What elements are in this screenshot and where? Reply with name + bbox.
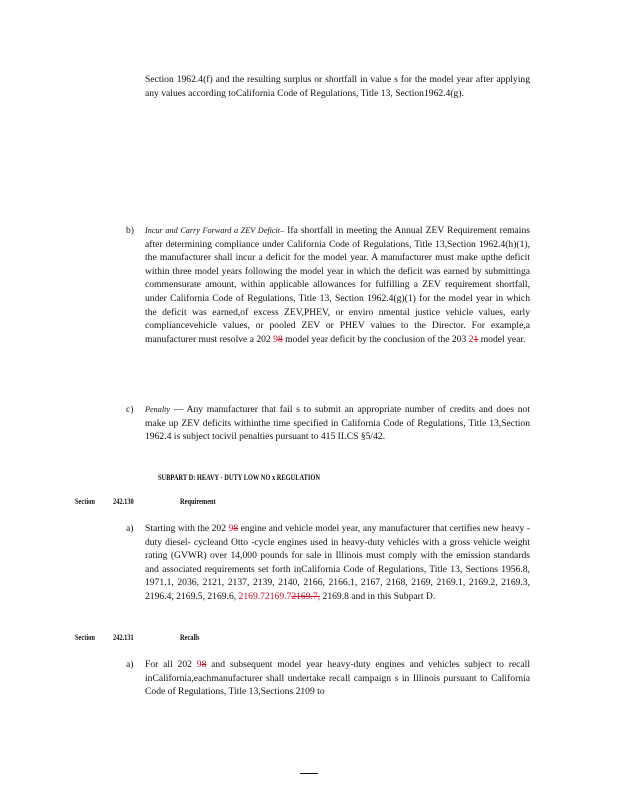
- deleted-year-digit: 8: [277, 333, 283, 345]
- item-b-paragraph: [145, 224, 530, 346]
- footer-rule: [300, 773, 318, 774]
- section-word: Section: [75, 633, 95, 642]
- inserted-year-digit: 9: [273, 333, 278, 345]
- item-b-text-2: model year deficit by the conclusion of the 203: [282, 333, 469, 345]
- section-131-item-a-paragraph: [145, 658, 530, 699]
- inserted-year-digit: 9: [196, 659, 202, 670]
- item-text: Starting with the 202: [145, 523, 229, 534]
- paragraph-text: Section 1962.4(f) and the resulting surplus or shortfall in value s for the model year after applying any values according toCalifornia Code of Regulations, Title 13, Section1962.4(g).: [145, 74, 530, 99]
- section-130-item-a-paragraph: [145, 522, 530, 604]
- item-c-paragraph: [145, 403, 530, 444]
- section-130-item-a-label: a): [126, 523, 134, 534]
- item-c-label: c): [126, 404, 134, 415]
- item-b-text-1: Ifa shortfall in meeting the Annual ZEV Requirement remains after determining compliance under California Code of Regulations, Title 13,Section 1962.4(h)(1), the manufacturer shall incur a deficit for the model year. A manufacturer must make upthe deficit within three model years following the model year in which the deficit was earned by submittinga commensurate amount, within applicable allowances for fulfilling a ZEV requirement shortfall, under California Code of Regulations, Title 13, Section 1962.4(g)(1) for the model year in which the deficit was earned,of excess ZEV,PHEV, or enviro nmental justice vehicle values, early compliancevehicle values, or pooled ZEV or PHEV values to the Director. For example,a manufacturer must resolve a 202: [145, 225, 531, 345]
- section-title: Requirement: [180, 497, 216, 506]
- item-b-heading: Incur and Carry Forward a ZEV Deficit: [145, 226, 281, 235]
- inserted-section-number: 2169.7: [264, 590, 292, 602]
- inserted-section-number: 2169.7: [238, 590, 265, 602]
- item-b-text-3: model year.: [478, 333, 526, 345]
- item-b-dash: –: [280, 226, 285, 235]
- section-title: Recalls: [180, 633, 200, 642]
- section-131-item-a-label: a): [126, 659, 134, 670]
- item-text: 2169.8 and in this Subpart D.: [320, 590, 436, 602]
- item-b-label: b): [126, 225, 134, 236]
- section-word: Section: [75, 497, 95, 506]
- section-number: 242.131: [113, 633, 134, 642]
- inserted-year-digit: 2: [468, 333, 474, 345]
- deleted-year-digit: 8: [233, 523, 239, 534]
- item-text: engine and vehicle model year, any manufacturer that certifies new heavy -duty diesel- cycleand Otto -cycle engines used in heavy-duty vehicles with a gross vehicle weight rating (GVWR) over 14,000 pounds for sale in Illinois must comply with the emission standards and associated requirements set forth inCalifornia Code of Regulations, Title 13, Sections 1956.8, 1971.1, 2036, 2121, 2137, 2139, 2140, 2166, 2166.1, 2167, 2168, 2169, 2169.1, 2169.2, 2169.3, 2196.4, 2169.5, 2169.6,: [145, 523, 530, 602]
- deleted-comma: ,: [317, 590, 321, 602]
- deleted-year-digit: 1: [473, 333, 479, 345]
- item-c-text: — Any manufacturer that fail s to submit an appropriate number of credits and does not make up ZEV deficits withinthe time specified in California Code of Regulations, Title 13,Section 1962.4 is subject tocivil penalties pursuant to 415 ILCS §5/42.: [145, 404, 530, 443]
- inserted-year-digit: 9: [228, 523, 234, 534]
- section-number: 242.130: [113, 497, 134, 506]
- item-text: For all 202: [145, 659, 197, 670]
- deleted-section-number: 2169.7: [291, 590, 318, 602]
- subpart-heading: SUBPART D: HEAVY - DUTY LOW NO x REGULATION: [158, 473, 320, 482]
- paragraph-continuation: [145, 73, 530, 100]
- item-c-heading: Penalty: [145, 405, 171, 414]
- deleted-year-digit: 8: [201, 659, 207, 670]
- item-text: and subsequent model year heavy-duty engines and vehicles subject to recall inCalifornia,eachmanufacturer shall undertake recall campaign s in Illinois pursuant to California Code of Regulations, Title 13,Sections 2109 to: [145, 659, 530, 698]
